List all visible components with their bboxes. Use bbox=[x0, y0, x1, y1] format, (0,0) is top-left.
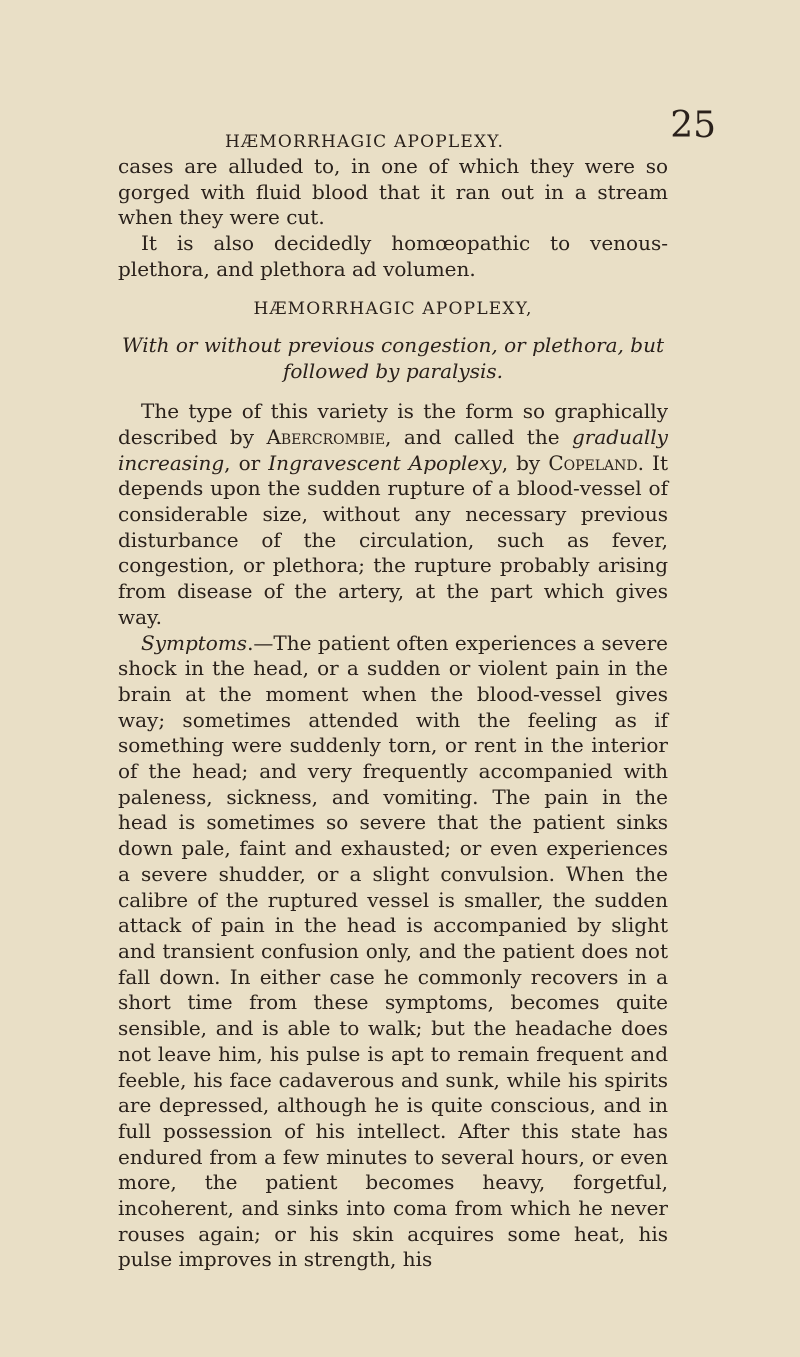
author-name: Copeland bbox=[548, 450, 638, 475]
section-title: HÆMORRHAGIC APOPLEXY, bbox=[253, 298, 533, 319]
text-run: , and called the bbox=[385, 424, 572, 449]
page-number: 25 bbox=[670, 105, 716, 146]
text-run: . It depends upon the sudden rupture of a blood-vessel of considerable size, without any necessary previous disturbance of the circulation, such as fever, congestion, or plethora; the rupture probably arising from disease of the artery, at the part which gives way. bbox=[118, 450, 668, 629]
paragraph-homoeopathic: It is also decidedly homœopathic to venous-plethora, and plethora ad volumen. bbox=[118, 231, 668, 281]
section-subtitle: With or without previous congestion, or plethora, but followed by paralysis. bbox=[122, 333, 664, 384]
symptoms-lead: Symptoms bbox=[141, 630, 248, 655]
text-run: .—The patient often experiences a severe shock in the head, or a sudden or violent pain in the brain at the moment when the blood-vessel gives way; sometimes attended with the feeling as if something were suddenly torn, or rent in the interior of the head; and very frequently accompanied with paleness, sickness, and vomiting. The pain in the head is sometimes so severe that the patient sinks down pale, faint and exhausted; or even experiences a severe shudder, or a slight convulsion. When the calibre of the ruptured vessel is smaller, the sudden attack of pain in the head is accompanied by slight and transient confusion only, and the patient does not fall down. In either case he commonly recovers in a short time from these symptoms, becomes quite sensible, and is able to walk; but the headache does not leave him, his pulse is apt to remain frequent and feeble, his face cadaverous and sunk, while his spirits are depressed, although he is quite conscious, and in full possession of his intellect. After this state has endured from a few minutes to several hours, or even more, the patient becomes heavy, forgetful, incoherent, and sinks into coma from which he never rouses again; or his skin acquires some heat, his pulse improves in strength, his bbox=[118, 630, 668, 1272]
running-head: HÆMORRHAGIC APOPLEXY. bbox=[225, 132, 505, 152]
paragraph-type-description bbox=[118, 399, 668, 630]
author-name: Abercrombie bbox=[266, 424, 386, 449]
body-text bbox=[118, 154, 668, 1273]
text-run: The type of this variety is the form so graphically described by bbox=[118, 399, 668, 449]
italic-term: gradually increasing bbox=[118, 424, 668, 475]
text-run: , by bbox=[501, 450, 549, 475]
page-header bbox=[118, 98, 716, 152]
paragraph-continued: cases are alluded to, in one of which they were so gorged with fluid blood that it ran out in a stream when they were cut. bbox=[118, 154, 668, 230]
italic-term: Ingravescent Apoplexy bbox=[268, 450, 502, 475]
text-run: , or bbox=[224, 450, 269, 475]
paragraph-symptoms bbox=[118, 631, 668, 1274]
